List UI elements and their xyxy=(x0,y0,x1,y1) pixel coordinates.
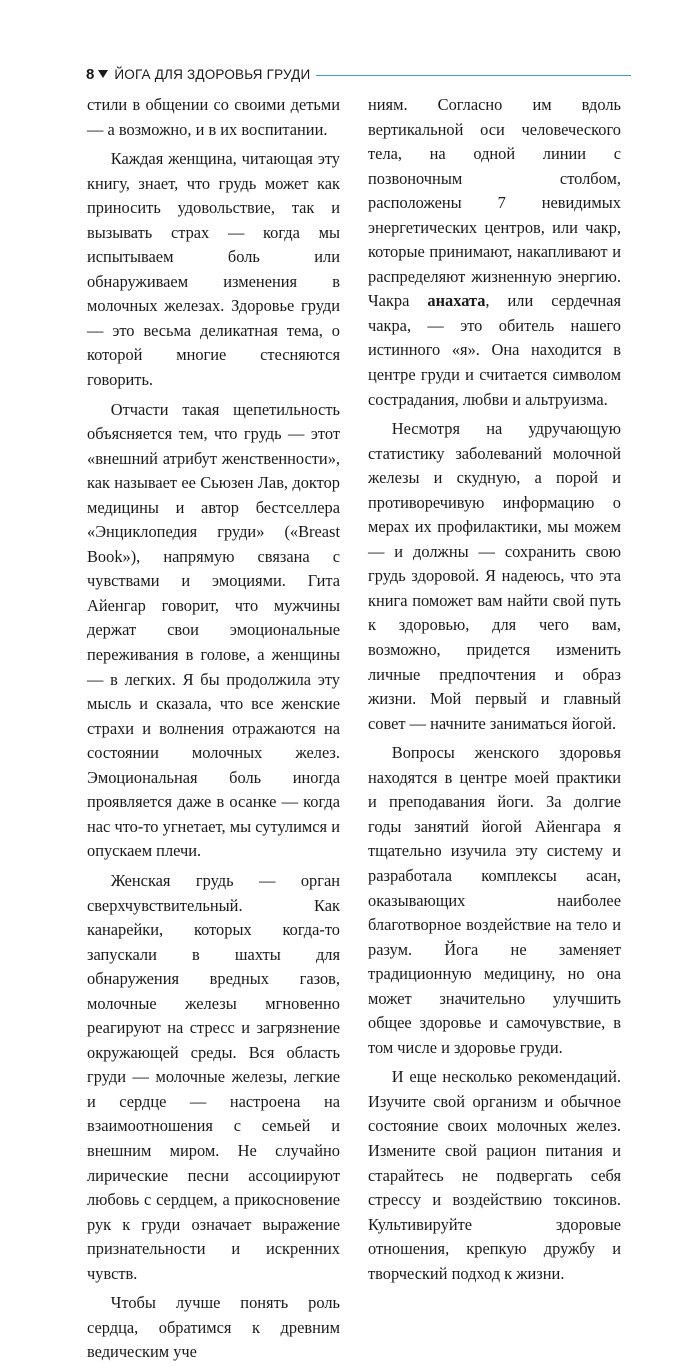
running-header xyxy=(86,64,631,84)
page-number: 8 xyxy=(86,65,95,83)
paragraph-text: , или сердечная чакра, — это обитель нашего истинного «я». Она находится в центре груди и считается символом сострадания, любви и альтруизма. xyxy=(368,291,621,409)
paragraph: Отчасти такая щепетильность объясняется тем, что грудь — этот «внешний атрибут женственности», как называет ее Сьюзен Лав, доктор медицины и автор бестселлера «Энциклопедия груди» («Breast Book»), напрямую связана с чувствами и эмоциями. Гита Айенгар говорит, что мужчины держат свои эмоциональные переживания в голове, а женщины — в легких. Я бы продолжила эту мысль и сказала, что все женские страхи и волнения отражаются на состоянии молочных желез. Эмоциональная боль иногда проявляется даже в осанке — когда нас что-то угнетает, мы сутулимся и опускаем плечи. xyxy=(87,399,340,861)
header-rule xyxy=(316,75,631,76)
paragraph: И еще несколько рекомендаций. Изучите свой организм и обычное состояние своих молочных желез. Измените свой рацион питания и старайтесь не подвергать себя стрессу и воздействию токсинов. Культивируйте здоровые отношения, крепкую дружбу и творческий подход к жизни. xyxy=(368,1067,621,1283)
left-column xyxy=(87,93,340,1370)
paragraph: Несмотря на удручающую статистику заболеваний молочной железы и скудную, а порой и противоречивую информацию о мерах их профилактики, мы можем — и должны — сохранить свою грудь здоровой. Я надеюсь, что эта книга поможет вам найти свой путь к здоровью, для чего вам, возможно, придется изменить личные предпочтения и образ жизни. Мой первый и главный совет — начните заниматься йогой. xyxy=(368,419,621,733)
paragraph xyxy=(368,93,621,412)
bold-term: анахата xyxy=(427,291,486,311)
triangle-down-icon xyxy=(98,70,108,78)
paragraph: Чтобы лучше понять роль сердца, обратимся к древним ведическим уче xyxy=(87,1293,340,1362)
paragraph: Каждая женщина, читающая эту книгу, знает, что грудь может как приносить удовольствие, так и вызывать страх — когда мы испытываем боль или обнаруживаем изменения в молочных железах. Здоровье груди — это весьма деликатная тема, о которой многие стесняются говорить. xyxy=(87,149,340,390)
right-column xyxy=(368,93,621,1291)
paragraph: Вопросы женского здоровья находятся в центре моей практики и преподавания йоги. За долгие годы занятий йогой Айенгара я тщательно изучила эту систему и разработала комплексы асан, оказывающих наиболее благотворное воздействие на тело и разум. Йога не заменяет традиционную медицину, но она может значительно улучшить общее здоровье и самочувствие, в том числе и здоровье груди. xyxy=(368,743,621,1057)
paragraph: стили в общении со своими детьми — а возможно, и в их воспитании. xyxy=(87,95,340,139)
paragraph-text: ниям. Согласно им вдоль вертикальной оси человеческого тела, на одной линии с позвоночным столбом, расположены 7 невидимых энергетических центров, или чакр, которые принимают, накапливают и распределяют жизненную энергию. Чакра xyxy=(368,95,621,311)
running-title: ЙОГА ДЛЯ ЗДОРОВЬЯ ГРУДИ xyxy=(114,66,311,82)
paragraph: Женская грудь — орган сверхчувствительный. Как канарейки, которых когда-то запускали в шахты для обнаружения вредных газов, молочные железы мгновенно реагируют на стресс и загрязнение окружающей среды. Вся область груди — молочные железы, легкие и сердце — настроена на взаимоотношения с семьей и внешним миром. Не случайно лирические песни ассоциируют любовь с сердцем, а прикосновение рук к груди означает выражение признательности и искренних чувств. xyxy=(87,870,340,1283)
